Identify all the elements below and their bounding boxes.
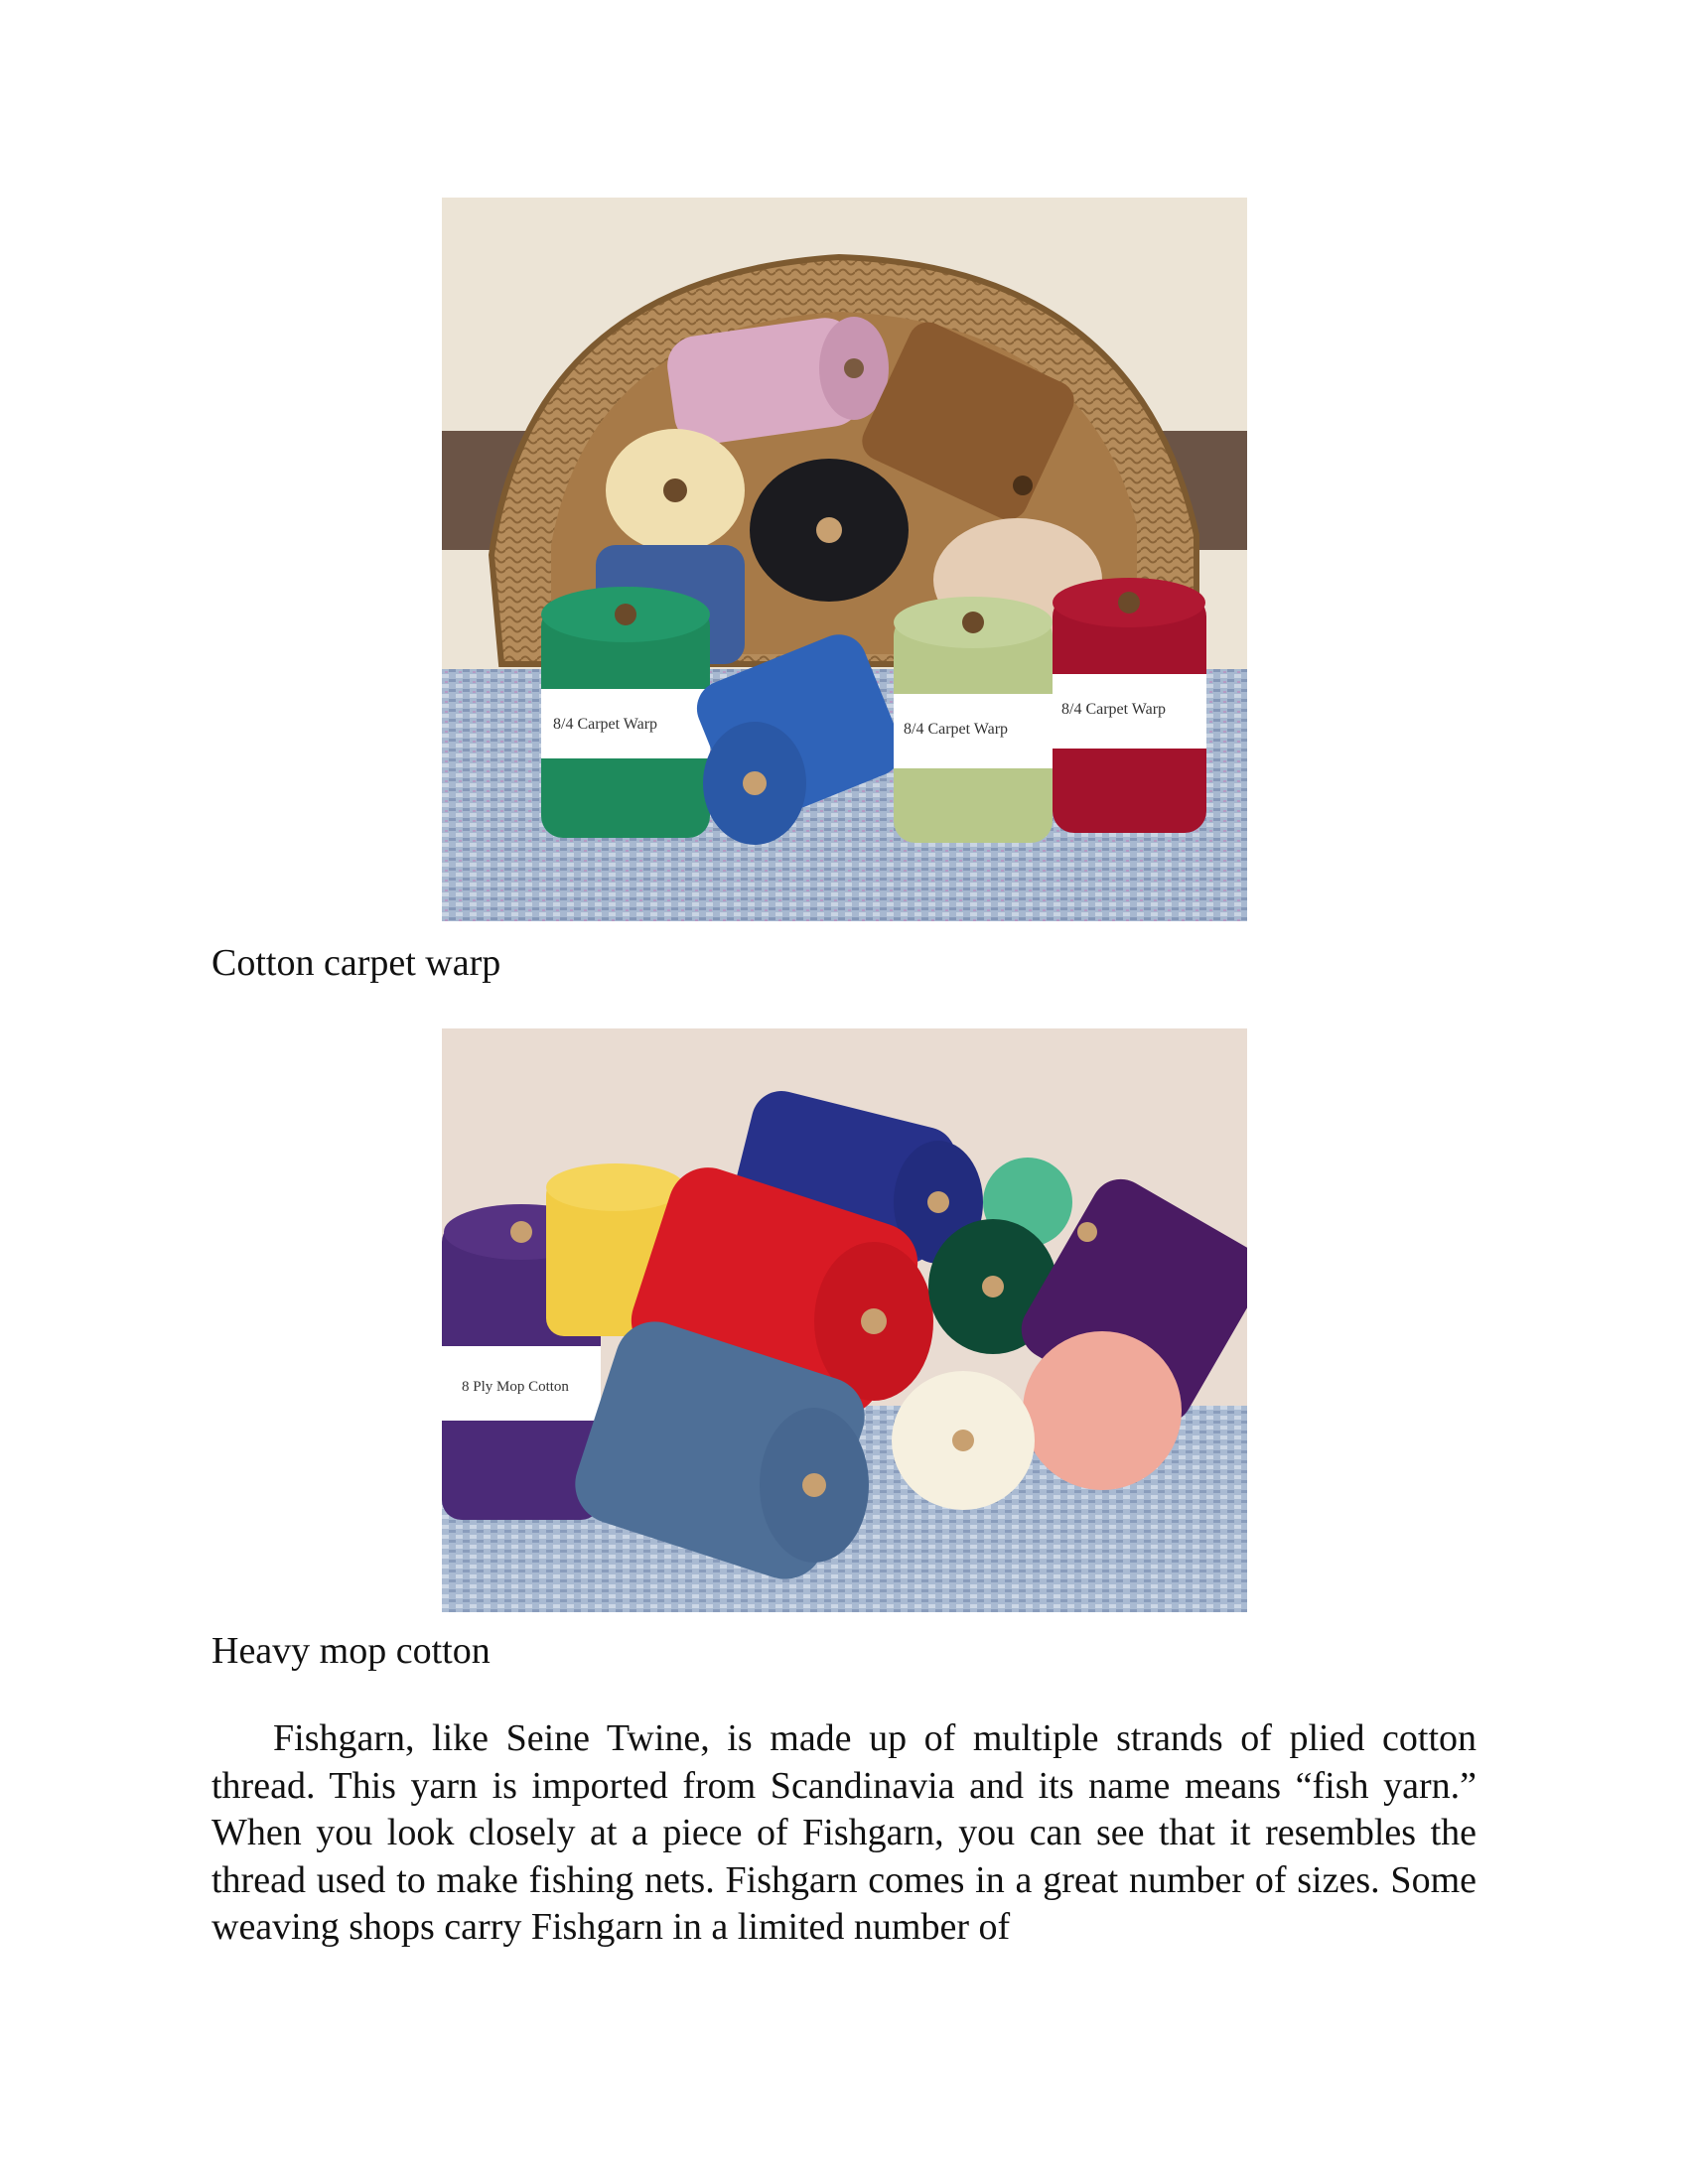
svg-text:8 Ply Mop Cotton: 8 Ply Mop Cotton xyxy=(462,1379,569,1395)
spool-green xyxy=(541,587,710,838)
figure-caption-carpet-warp: Cotton carpet warp xyxy=(211,942,501,984)
spool-peach xyxy=(1023,1331,1182,1490)
spool-cream xyxy=(606,429,745,552)
spool-white xyxy=(892,1371,1035,1510)
spool-black xyxy=(750,459,909,602)
svg-text:8/4 Carpet Warp: 8/4 Carpet Warp xyxy=(904,721,1009,738)
heavy-mop-cotton-photo xyxy=(442,1028,1247,1612)
body-paragraph-fishgarn: Fishgarn, like Seine Twine, is made up of multiple strands of plied cotton thread. This yarn is imported from Scandinavia and its name means “fish yarn.” When you look closely at a piece of Fishgarn, you can see that it resembles the thread used to make fishing nets. Fishgarn comes in a great number of sizes. Some weaving shops carry Fishgarn in a limited number of xyxy=(211,1717,1477,1948)
spool-lightgreen xyxy=(894,597,1053,843)
svg-text:8/4 Carpet Warp: 8/4 Carpet Warp xyxy=(553,716,658,733)
cotton-carpet-warp-photo xyxy=(442,198,1247,921)
figure-caption-mop-cotton: Heavy mop cotton xyxy=(211,1630,491,1672)
svg-text:8/4 Carpet Warp: 8/4 Carpet Warp xyxy=(1061,701,1167,718)
